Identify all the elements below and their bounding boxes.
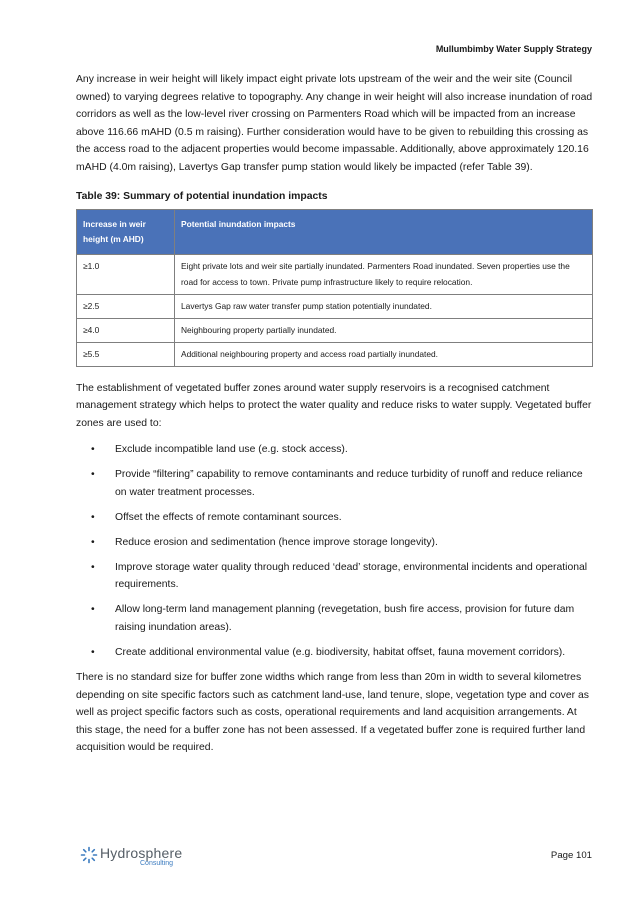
hydrosphere-logo bbox=[80, 845, 190, 871]
document-header-title: Mullumbimby Water Supply Strategy bbox=[435, 44, 592, 54]
page-content bbox=[76, 71, 595, 757]
table-row bbox=[77, 318, 593, 342]
table-title: Table 39: Summary of potential inundation impacts bbox=[76, 190, 328, 202]
table-row bbox=[77, 342, 593, 366]
list-item-text: Exclude incompatible land use (e.g. stock access). bbox=[115, 444, 348, 456]
list-item-text: Provide “filtering” capability to remove contaminants and reduce turbidity of runoff and reduce reliance on water treatment processes. bbox=[115, 469, 583, 498]
bullet-icon: • bbox=[91, 469, 95, 481]
hydrosphere-logo-icon bbox=[80, 846, 98, 864]
height-cell: ≥5.5 bbox=[77, 342, 175, 366]
impact-cell: Neighbouring property partially inundated. bbox=[175, 318, 593, 342]
intro-paragraph: Any increase in weir height will likely impact eight private lots upstream of the weir and the weir site (Council owned) to varying degrees relative to topography. Any change in weir height will also increase inundation of road corridors as well as the low-level river crossing on Parmenters Road which will be impacted from an increase above 116.66 mAHD (0.5 m raising). Further consideration would have to be given to rebuilding this crossing as the access road to the adjacent properties would become impassable. Additionally, above approximately 120.16 mAHD (4.0m raising), Lavertys Gap transfer pump station would likely be impacted (refer Table 39). bbox=[76, 74, 593, 173]
list-item bbox=[76, 644, 595, 662]
bullet-icon: • bbox=[91, 511, 95, 523]
column-header-impacts: Potential inundation impacts bbox=[175, 209, 593, 254]
table-row bbox=[77, 254, 593, 294]
closing-paragraph: There is no standard size for buffer zone widths which range from less than 20m in width to several kilometres depending on site specific factors such as catchment land-use, land tenure, slope, vegetation type and cover as well as project specific factors such as costs, operational requirements and land acquisition arrangements. At this stage, the need for a buffer zone has not been assessed. If a vegetated buffer zone is required further land acquisition would be required. bbox=[76, 672, 589, 754]
impact-cell: Lavertys Gap raw water transfer pump station potentially inundated. bbox=[175, 294, 593, 318]
table-row bbox=[77, 294, 593, 318]
inundation-impacts-table bbox=[76, 209, 593, 367]
impact-cell: Eight private lots and weir site partially inundated. Parmenters Road inundated. Seven properties use the road for access to town. Private pump infrastructure likely to require relocation. bbox=[175, 254, 593, 294]
list-item bbox=[76, 509, 595, 527]
list-item bbox=[76, 534, 595, 552]
bullet-icon: • bbox=[91, 647, 95, 659]
logo-subtitle: Consulting bbox=[140, 860, 174, 867]
list-item bbox=[76, 559, 595, 594]
list-item-text: Improve storage water quality through reduced ‘dead’ storage, environmental incidents and operational requirements. bbox=[115, 561, 588, 591]
buffer-uses-list bbox=[76, 441, 595, 661]
list-item-text: Create additional environmental value (e.g. biodiversity, habitat offset, fauna movement corridors). bbox=[115, 647, 566, 659]
height-cell: ≥1.0 bbox=[77, 254, 175, 294]
list-item-text: Allow long-term land management planning (revegetation, bush fire access, provision for future dam raising inundation areas). bbox=[115, 604, 575, 634]
bullet-icon: • bbox=[91, 604, 95, 616]
height-cell: ≥2.5 bbox=[77, 294, 175, 318]
page-number: Page 101 bbox=[550, 850, 592, 861]
list-item bbox=[76, 601, 595, 636]
list-item bbox=[76, 441, 595, 459]
height-cell: ≥4.0 bbox=[77, 318, 175, 342]
column-header-height: Increase in weir height (m AHD) bbox=[77, 209, 175, 254]
logo-wordmark: Hydrosphere bbox=[100, 845, 183, 861]
bullet-icon: • bbox=[91, 561, 95, 573]
list-item bbox=[76, 466, 595, 501]
bullet-icon: • bbox=[91, 444, 95, 456]
bullet-icon: • bbox=[91, 536, 95, 548]
impact-cell: Additional neighbouring property and access road partially inundated. bbox=[175, 342, 593, 366]
buffer-paragraph: The establishment of vegetated buffer zones around water supply reservoirs is a recognised catchment management strategy which helps to protect the water quality and reduce risks to water supply. Vegetated buffer zones are used to: bbox=[76, 382, 592, 429]
list-item-text: Offset the effects of remote contaminant sources. bbox=[115, 511, 342, 523]
table-header-row bbox=[77, 209, 593, 254]
list-item-text: Reduce erosion and sedimentation (hence improve storage longevity). bbox=[115, 536, 438, 548]
